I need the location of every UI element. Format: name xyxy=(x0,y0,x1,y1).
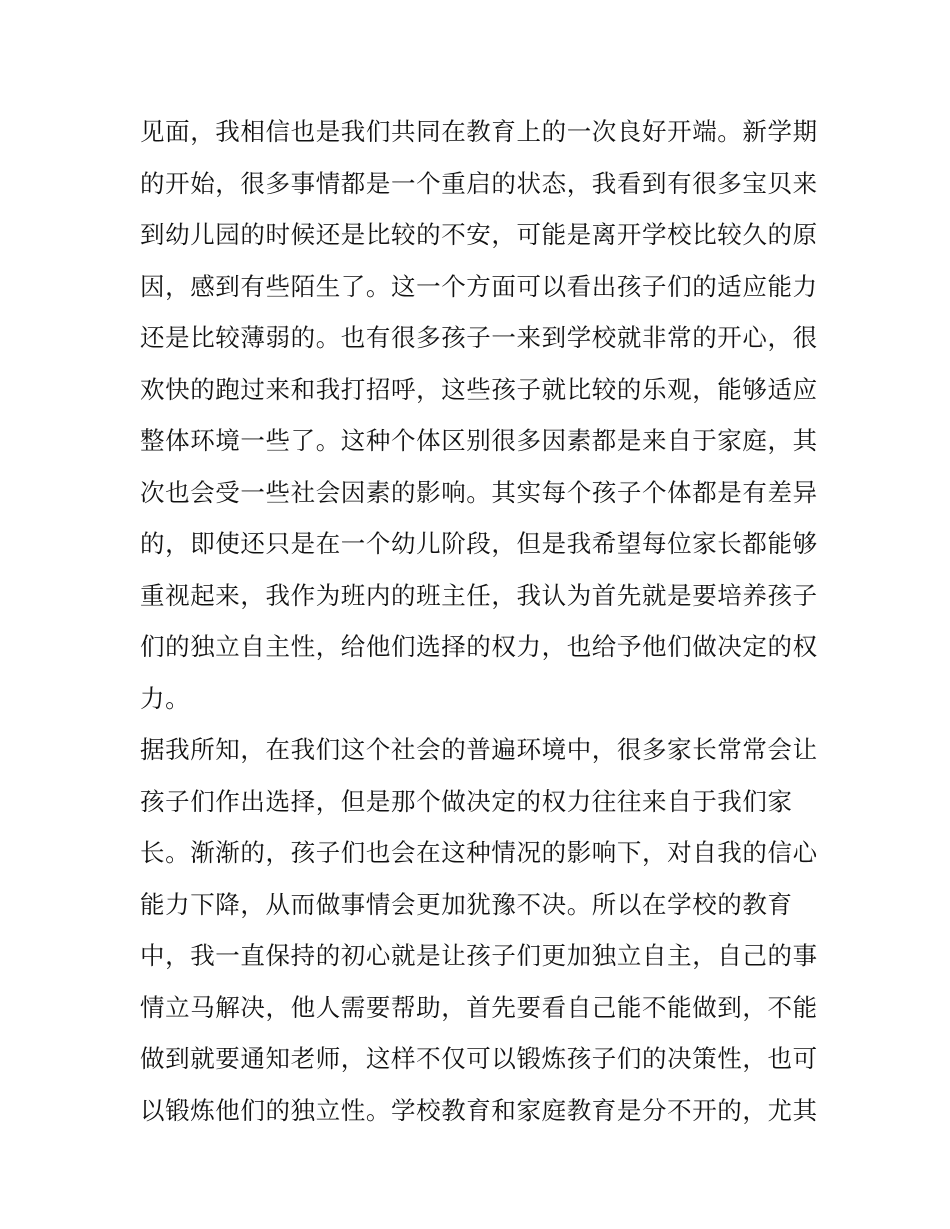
text-line: 欢快的跑过来和我打招呼，这些孩子就比较的乐观，能够适应 xyxy=(140,374,818,404)
text-line: 们的独立自主性，给他们选择的权力，也给予他们做决定的权 xyxy=(140,632,818,661)
text-line: 力。 xyxy=(140,683,191,713)
text-line: 到幼儿园的时候还是比较的不安，可能是离开学校比较久的原 xyxy=(140,220,818,249)
text-line: 还是比较薄弱的。也有很多孩子一来到学校就非常的开心，很 xyxy=(140,323,818,352)
text-line: 做到就要通知老师，这样不仅可以锻炼孩子们的决策性，也可 xyxy=(140,1044,818,1073)
text-line: 次也会受一些社会因素的影响。其实每个孩子个体都是有差异 xyxy=(140,477,818,507)
body-text xyxy=(140,106,820,1136)
text-line: 据我所知，在我们这个社会的普遍环境中，很多家长常常会让 xyxy=(140,735,818,764)
text-line: 孩子们作出选择，但是那个做决定的权力往往来自于我们家 xyxy=(140,786,793,816)
text-line: 以锻炼他们的独立性。学校教育和家庭教育是分不开的，尤其 xyxy=(140,1095,818,1125)
text-line: 见面，我相信也是我们共同在教育上的一次良好开端。新学期 xyxy=(140,117,818,146)
text-line: 重视起来，我作为班内的班主任，我认为首先就是要培养孩子 xyxy=(140,580,818,610)
text-line: 因，感到有些陌生了。这一个方面可以看出孩子们的适应能力 xyxy=(140,271,818,301)
text-line: 长。渐渐的，孩子们也会在这种情况的影响下，对自我的信心 xyxy=(140,838,818,867)
text-line: 能力下降，从而做事情会更加犹豫不决。所以在学校的教育 xyxy=(140,889,793,919)
text-line: 中，我一直保持的初心就是让孩子们更加独立自主，自己的事 xyxy=(140,941,818,970)
text-line: 情立马解决，他人需要帮助，首先要看自己能不能做到，不能 xyxy=(140,992,818,1022)
text-line: 的，即使还只是在一个幼儿阶段，但是我希望每位家长都能够 xyxy=(140,529,818,558)
text-line: 整体环境一些了。这种个体区别很多因素都是来自于家庭，其 xyxy=(140,426,818,455)
text-line: 的开始，很多事情都是一个重启的状态，我看到有很多宝贝来 xyxy=(140,168,818,198)
